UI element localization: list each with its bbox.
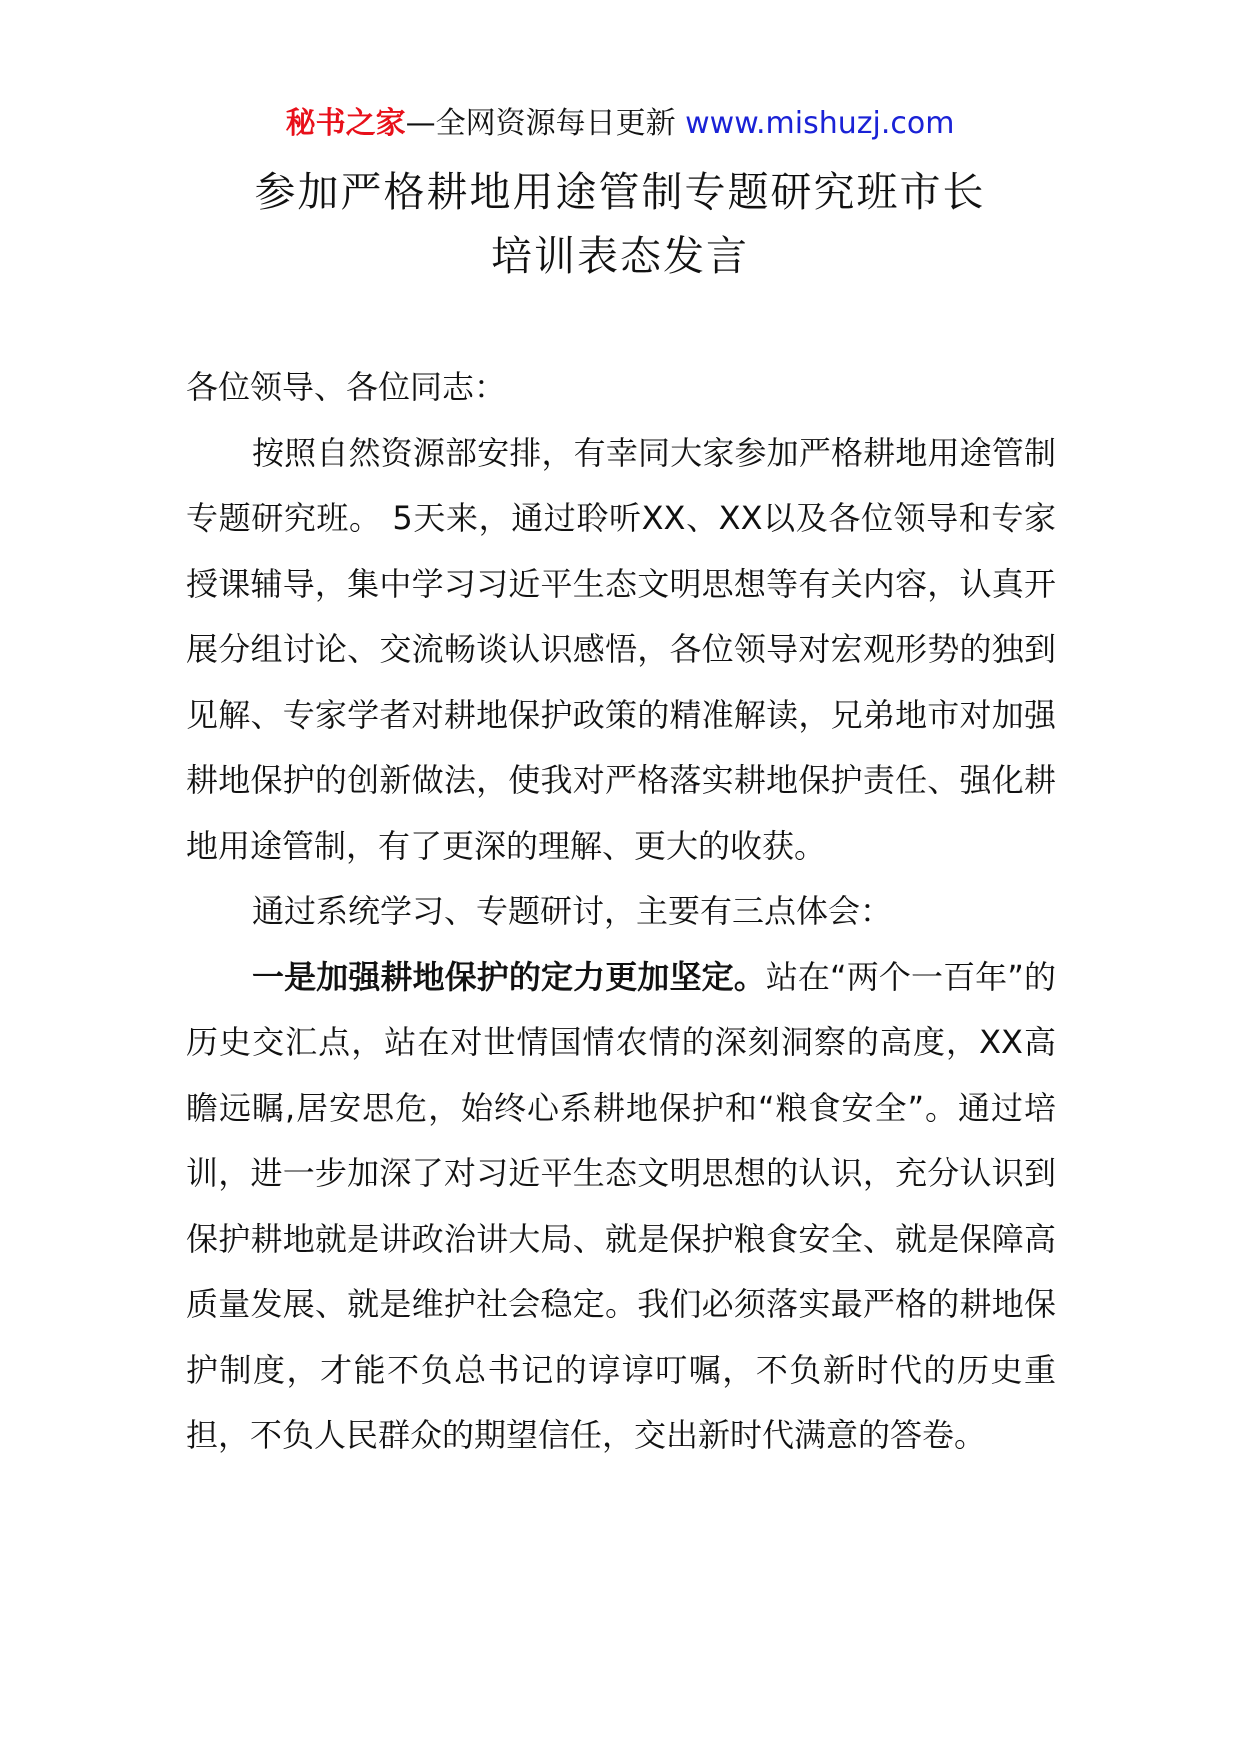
- banner-slogan: —全网资源每日更新: [405, 106, 686, 141]
- paragraph-2: 通过系统学习、专题研讨，主要有三点体会：: [252, 892, 893, 930]
- document-body: [186, 355, 1056, 1469]
- paragraph-1: 按照自然资源部安排，有幸同大家参加严格耕地用途管制专题研究班。 5天来，通过聆听XX、XX以及各位领导和专家授课辅导，集中学习习近平生态文明思想等有关内容，认真开展分组讨论、交流畅谈认识感悟，各位领导对宏观形势的独到见解、专家学者对耕地保护政策的精准解读，兄弟地市对加强耕地保护的创新做法，使我对严格落实耕地保护责任、强化耕地用途管制，有了更深的理解、更大的收获。: [186, 433, 1056, 865]
- title-line-1: 参加严格耕地用途管制专题研究班市长: [254, 168, 986, 216]
- document-title: [0, 160, 1240, 288]
- title-line-2: 培训表态发言: [491, 232, 749, 280]
- banner-brand: 秘书之家: [285, 106, 406, 141]
- salutation: 各位领导、各位同志：: [186, 368, 507, 406]
- banner-url-link[interactable]: www.mishuzj.com: [685, 106, 955, 141]
- paragraph-3-text: 站在“两个一百年”的历史交汇点，站在对世情国情农情的深刻洞察的高度，XX高瞻远瞩,居安思危，始终心系耕地保护和“粮食安全”。通过培训，进一步加深了对习近平生态文明思想的认识，充分认识到保护耕地就是讲政治讲大局、就是保护粮食安全、就是保障高质量发展、就是维护社会稳定。我们必须落实最严格的耕地保护制度，才能不负总书记的谆谆叮嘱，不负新时代的历史重担，不负人民群众的期望信任，交出新时代满意的答卷。: [186, 957, 1056, 1454]
- header-banner: [0, 100, 1240, 148]
- paragraph-3-lead: 一是加强耕地保护的定力更加坚定。: [252, 957, 766, 996]
- paragraph-3: [186, 945, 1056, 1469]
